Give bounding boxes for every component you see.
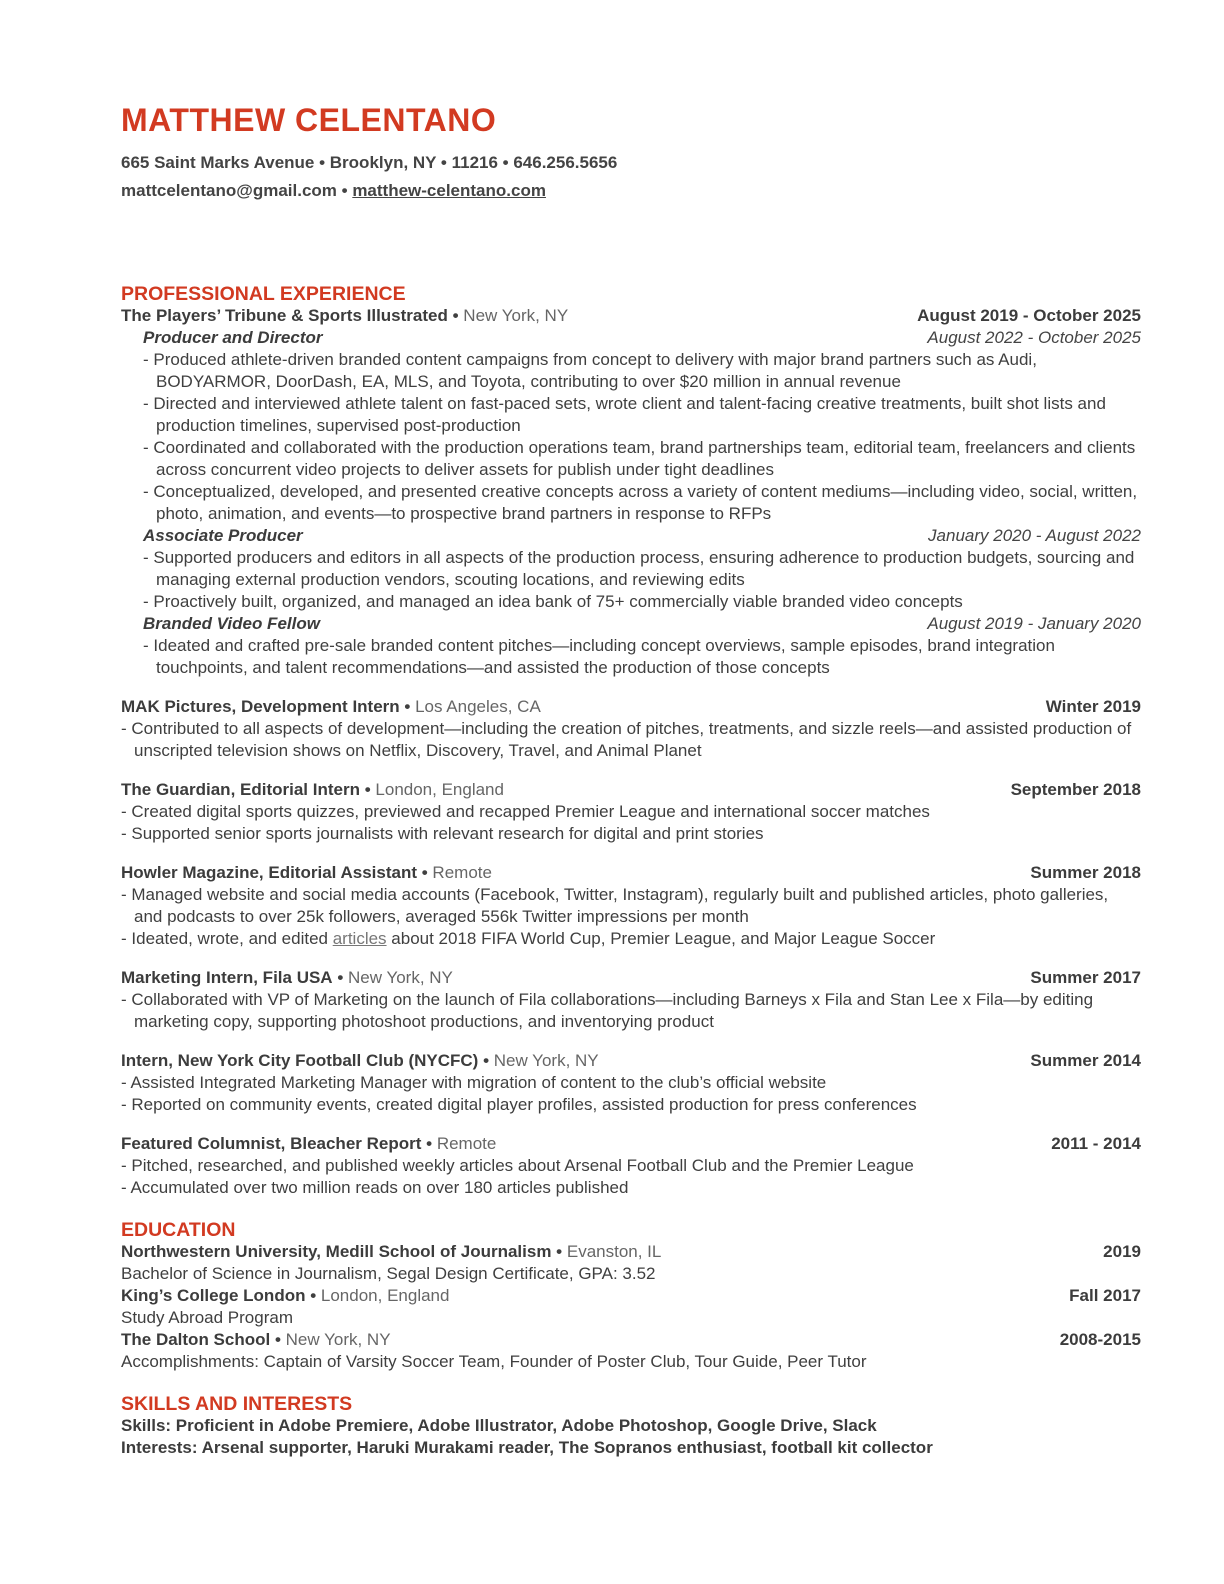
- job-dates: 2011 - 2014: [1051, 1134, 1141, 1153]
- contact-email-website: [121, 177, 1141, 205]
- bullet-list: [121, 635, 1141, 679]
- articles-link[interactable]: articles: [332, 929, 387, 948]
- bullet-list: [121, 884, 1141, 950]
- job-org: Intern, New York City Football Club (NYCFC): [121, 1051, 479, 1070]
- role-header: [121, 525, 1141, 547]
- contact-address: 665 Saint Marks Avenue • Brooklyn, NY • 11216 • 646.256.5656: [121, 153, 618, 172]
- education-header: [121, 1241, 1141, 1263]
- bullet-list: [121, 801, 1141, 845]
- separator: •: [452, 306, 459, 325]
- skills-section-title: SKILLS AND INTERESTS: [121, 1393, 353, 1415]
- education-detail: Study Abroad Program: [121, 1308, 293, 1327]
- education-section-title: EDUCATION: [121, 1219, 236, 1241]
- job-org: The Players’ Tribune & Sports Illustrated: [121, 306, 448, 325]
- bullet-item: - Contributed to all aspects of development—including the creation of pitches, treatments, and sizzle reels—and assisted production of unscripted television shows on Netflix, Discovery, Travel, and Animal Planet: [121, 718, 1141, 762]
- bullet-item: - Directed and interviewed athlete talent on fast-paced sets, wrote client and talent-facing creative treatments, built shot lists and production timelines, supervised post-production: [143, 393, 1141, 437]
- school-location: Evanston, IL: [566, 1242, 662, 1261]
- interests-line: Interests: Arsenal supporter, Haruki Murakami reader, The Sopranos enthusiast, football kit collector: [121, 1438, 933, 1457]
- separator: •: [404, 697, 411, 716]
- separator: •: [310, 1286, 317, 1305]
- education-header: [121, 1329, 1141, 1351]
- resume-name: MATTHEW CELENTANO: [121, 102, 497, 138]
- separator: •: [274, 1330, 281, 1349]
- school-dates: 2008-2015: [1059, 1330, 1141, 1349]
- education-header: [121, 1285, 1141, 1307]
- role-header: [121, 327, 1141, 349]
- bullet-item: - Pitched, researched, and published weekly articles about Arsenal Football Club and the Premier League: [121, 1155, 1141, 1177]
- school-dates: 2019: [1103, 1242, 1141, 1261]
- bullet-list: [121, 718, 1141, 762]
- bullet-list: [121, 1072, 1141, 1116]
- separator: •: [426, 1134, 433, 1153]
- school-name: Northwestern University, Medill School of Journalism: [121, 1242, 552, 1261]
- job-org: Howler Magazine, Editorial Assistant: [121, 863, 417, 882]
- job-location: Remote: [436, 1134, 497, 1153]
- job-location: New York, NY: [463, 306, 569, 325]
- job-org: MAK Pictures, Development Intern: [121, 697, 400, 716]
- bullet-item: - Created digital sports quizzes, previewed and recapped Premier League and international soccer matches: [121, 801, 1141, 823]
- school-location: London, England: [320, 1286, 450, 1305]
- bullet-item: - Coordinated and collaborated with the production operations team, brand partnerships team, editorial team, freelancers and clients across concurrent video projects to deliver assets for publish under tight deadlines: [143, 437, 1141, 481]
- bullet-item: - Managed website and social media accounts (Facebook, Twitter, Instagram), regularly built and published articles, photo galleries, and podcasts to over 25k followers, averaged 556k Twitter impressions per month: [121, 884, 1141, 928]
- bullet-item: - Reported on community events, created digital player profiles, assisted production for press conferences: [121, 1094, 1141, 1116]
- resume-page: [121, 100, 1141, 1459]
- bullet-item: - Ideated and crafted pre-sale branded content pitches—including concept overviews, sample episodes, brand integration touchpoints, and talent recommendations—and assisted the production of those concepts: [143, 635, 1141, 679]
- education-detail: Accomplishments: Captain of Varsity Soccer Team, Founder of Poster Club, Tour Guide, Peer Tutor: [121, 1352, 867, 1371]
- job-header-bleacher: [121, 1133, 1141, 1155]
- job-header-nycfc: [121, 1050, 1141, 1072]
- bullet-item: - Proactively built, organized, and managed an idea bank of 75+ commercially viable branded video concepts: [143, 591, 1141, 613]
- bullet-list: [121, 1155, 1141, 1199]
- job-dates: August 2019 - October 2025: [917, 306, 1141, 325]
- role-dates: August 2022 - October 2025: [927, 328, 1141, 347]
- job-location: Remote: [432, 863, 492, 882]
- contact-email[interactable]: mattcelentano@gmail.com •: [121, 181, 348, 200]
- bullet-item: [121, 928, 1141, 950]
- website-link[interactable]: matthew-celentano.com: [352, 181, 546, 200]
- role-title: Producer and Director: [143, 328, 323, 347]
- job-header-howler: [121, 862, 1141, 884]
- bullet-item: - Assisted Integrated Marketing Manager with migration of content to the club’s official website: [121, 1072, 1141, 1094]
- job-dates: Summer 2014: [1030, 1051, 1141, 1070]
- skills-line: Skills: Proficient in Adobe Premiere, Adobe Illustrator, Adobe Photoshop, Google Drive, Slack: [121, 1416, 877, 1435]
- job-org: Featured Columnist, Bleacher Report: [121, 1134, 422, 1153]
- education-detail: Bachelor of Science in Journalism, Segal Design Certificate, GPA: 3.52: [121, 1264, 656, 1283]
- school-name: The Dalton School: [121, 1330, 271, 1349]
- bullet-list: [121, 989, 1141, 1033]
- job-header-mak: [121, 696, 1141, 718]
- bullet-list: [121, 349, 1141, 525]
- bullet-text: about 2018 FIFA World Cup, Premier League, and Major League Soccer: [386, 929, 936, 948]
- job-location: New York, NY: [493, 1051, 599, 1070]
- job-header-tpt: [121, 305, 1141, 327]
- separator: •: [556, 1242, 563, 1261]
- bullet-item: - Supported senior sports journalists with relevant research for digital and print stories: [121, 823, 1141, 845]
- job-header-fila: [121, 967, 1141, 989]
- job-header-guardian: [121, 779, 1141, 801]
- role-dates: January 2020 - August 2022: [928, 526, 1141, 545]
- bullet-item: - Accumulated over two million reads on over 180 articles published: [121, 1177, 1141, 1199]
- bullet-text: Ideated, wrote, and edited: [131, 929, 333, 948]
- school-location: New York, NY: [285, 1330, 391, 1349]
- school-name: King’s College London: [121, 1286, 306, 1305]
- job-location: Los Angeles, CA: [415, 697, 541, 716]
- bullet-item: - Supported producers and editors in all aspects of the production process, ensuring adherence to production budgets, sourcing and managing external production vendors, scouting locations, and reviewing edits: [143, 547, 1141, 591]
- job-org: The Guardian, Editorial Intern: [121, 780, 360, 799]
- separator: •: [483, 1051, 490, 1070]
- job-dates: Summer 2017: [1030, 968, 1141, 987]
- separator: •: [364, 780, 371, 799]
- job-location: London, England: [375, 780, 504, 799]
- bullet-list: [121, 547, 1141, 613]
- job-location: New York, NY: [348, 968, 453, 987]
- role-title: Associate Producer: [143, 526, 303, 545]
- job-dates: September 2018: [1010, 780, 1141, 799]
- job-dates: Summer 2018: [1030, 863, 1141, 882]
- experience-section-title: PROFESSIONAL EXPERIENCE: [121, 283, 406, 305]
- bullet-item: - Conceptualized, developed, and presented creative concepts across a variety of content mediums—including video, social, written, photo, animation, and events—to prospective brand partners in response to RFPs: [143, 481, 1141, 525]
- bullet-item: - Collaborated with VP of Marketing on the launch of Fila collaborations—including Barneys x Fila and Stan Lee x Fila—by editing marketing copy, supporting photoshoot productions, and inventorying product: [121, 989, 1141, 1033]
- role-dates: August 2019 - January 2020: [927, 614, 1141, 633]
- role-header: [121, 613, 1141, 635]
- school-dates: Fall 2017: [1069, 1286, 1141, 1305]
- job-org: Marketing Intern, Fila USA: [121, 968, 333, 987]
- separator: •: [421, 863, 428, 882]
- role-title: Branded Video Fellow: [143, 614, 320, 633]
- bullet-item: - Produced athlete-driven branded content campaigns from concept to delivery with major brand partners such as Audi, BODYARMOR, DoorDash, EA, MLS, and Toyota, contributing to over $20 million in annual revenue: [143, 349, 1141, 393]
- job-dates: Winter 2019: [1045, 697, 1141, 716]
- separator: •: [337, 968, 344, 987]
